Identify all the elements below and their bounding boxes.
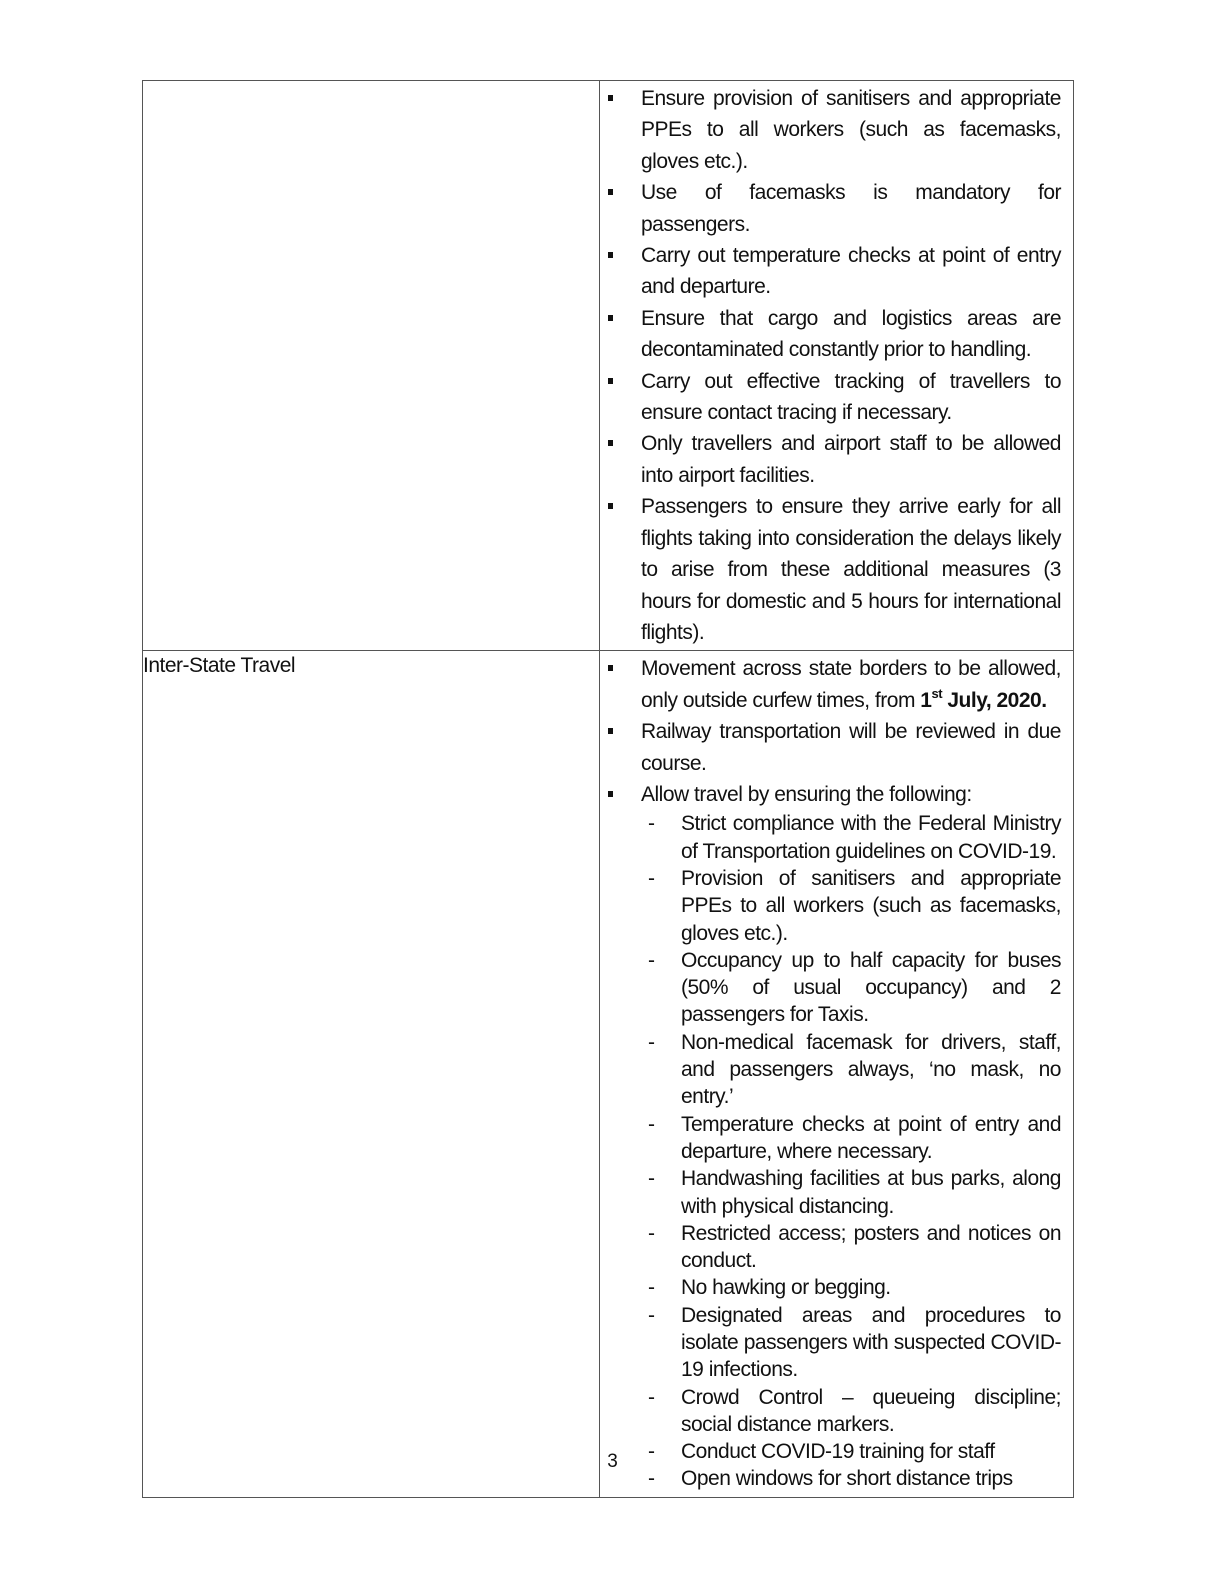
list-item [600, 240, 1061, 303]
sub-item-text: Designated areas and procedures to isolate passengers with suspected COVID-19 infections. [681, 1303, 1061, 1382]
sub-item-text: Occupancy up to half capacity for buses (50% of usual occupancy) and 2 passengers for Taxis. [681, 948, 1061, 1027]
bullet-square-icon [608, 252, 613, 258]
row-label-cell: Inter-State Travel [143, 651, 600, 1497]
bullet-square-icon [608, 440, 613, 446]
list-item [600, 491, 1061, 648]
measures-cell [600, 651, 1074, 1497]
list-item [600, 653, 1061, 716]
sub-item-text: Provision of sanitisers and appropriate PPEs to all workers (such as facemasks, gloves etc.). [681, 866, 1061, 945]
bullet-list [600, 81, 1073, 650]
bullet-square-icon [608, 791, 613, 797]
bullet-text: Passengers to ensure they arrive early for all flights taking into consideration the delays likely to arise from these additional measures (3 hours for domestic and 5 hours for international flights). [641, 495, 1061, 644]
list-item [600, 303, 1061, 366]
list-item [600, 428, 1061, 491]
dash-marker: - [648, 1221, 655, 1245]
bullet-text: Allow travel by ensuring the following: [641, 782, 972, 806]
bullet-text: Ensure provision of sanitisers and appropriate PPEs to all workers (such as facemasks, gloves etc.). [641, 87, 1061, 173]
sub-item-text: Handwashing facilities at bus parks, along with physical distancing. [681, 1167, 1061, 1218]
bullet-square-icon [608, 378, 613, 384]
dash-marker: - [648, 1303, 655, 1327]
list-item [600, 177, 1061, 240]
bullet-text: Movement across state borders to be allowed, only outside curfew times, from [641, 657, 1061, 712]
dash-marker: - [648, 1276, 655, 1300]
sub-list-item [641, 1302, 1061, 1384]
sub-item-text: Non-medical facemask for drivers, staff, and passengers always, ‘no mask, no entry.’ [681, 1030, 1061, 1109]
sub-item-text: No hawking or begging. [681, 1276, 891, 1300]
dash-marker: - [648, 1030, 655, 1054]
bullet-square-icon [608, 189, 613, 195]
dash-marker: - [648, 1467, 655, 1491]
effective-date [920, 685, 1047, 712]
date-day: 1 [920, 688, 932, 712]
date-rest: July, 2020. [947, 688, 1047, 712]
sub-list-item [641, 1220, 1061, 1275]
list-item [600, 83, 1061, 177]
sub-list-item [641, 1111, 1061, 1166]
sub-list [641, 810, 1061, 1492]
bullet-list [600, 651, 1073, 1496]
dash-marker: - [648, 948, 655, 972]
list-item [600, 779, 1061, 1493]
bullet-text: Only travellers and airport staff to be allowed into airport facilities. [641, 432, 1061, 487]
dash-marker: - [648, 812, 655, 836]
sub-list-item [641, 1384, 1061, 1439]
list-item [600, 366, 1061, 429]
bullet-text: Ensure that cargo and logistics areas are decontaminated constantly prior to handling. [641, 306, 1061, 362]
sub-item-text: Open windows for short distance trips [681, 1467, 1013, 1491]
sub-list-item [641, 947, 1061, 1029]
page-number: 3 [607, 1451, 618, 1472]
bullet-square-icon [608, 503, 613, 509]
dash-marker: - [648, 1385, 655, 1409]
dash-marker: - [648, 1112, 655, 1136]
sub-list-item [641, 1274, 1061, 1301]
sub-item-text: Crowd Control – queueing discipline; social distance markers. [681, 1385, 1061, 1436]
table-row [143, 81, 1074, 651]
table-row [143, 651, 1074, 1497]
bullet-square-icon [608, 665, 613, 671]
list-item [600, 716, 1061, 779]
bullet-square-icon [608, 728, 613, 734]
bullet-square-icon [608, 95, 613, 101]
sub-list-item [641, 810, 1061, 865]
bullet-text: Use of facemasks is mandatory for passengers. [641, 181, 1061, 236]
bullet-text: Carry out effective tracking of travellers to ensure contact tracing if necessary. [641, 369, 1061, 425]
bullet-text: Railway transportation will be reviewed in due course. [641, 720, 1061, 775]
sub-item-text: Strict compliance with the Federal Ministry of Transportation guidelines on COVID-19. [681, 812, 1061, 863]
bullet-text: Carry out temperature checks at point of entry and departure. [641, 244, 1061, 299]
dash-marker: - [648, 1167, 655, 1191]
sub-list-item [641, 865, 1061, 947]
row-label-cell [143, 81, 600, 651]
bullet-square-icon [608, 315, 613, 321]
sub-item-text: Conduct COVID-19 training for staff [681, 1440, 995, 1464]
measures-cell [600, 81, 1074, 651]
sub-list-item [641, 1029, 1061, 1111]
dash-marker: - [648, 1440, 655, 1464]
date-suffix: st [931, 685, 943, 701]
sub-item-text: Temperature checks at point of entry and departure, where necessary. [681, 1112, 1061, 1163]
sub-item-text: Restricted access; posters and notices on conduct. [681, 1221, 1061, 1273]
sub-list-item [641, 1165, 1061, 1220]
guidelines-table [142, 80, 1074, 1498]
dash-marker: - [648, 866, 655, 890]
